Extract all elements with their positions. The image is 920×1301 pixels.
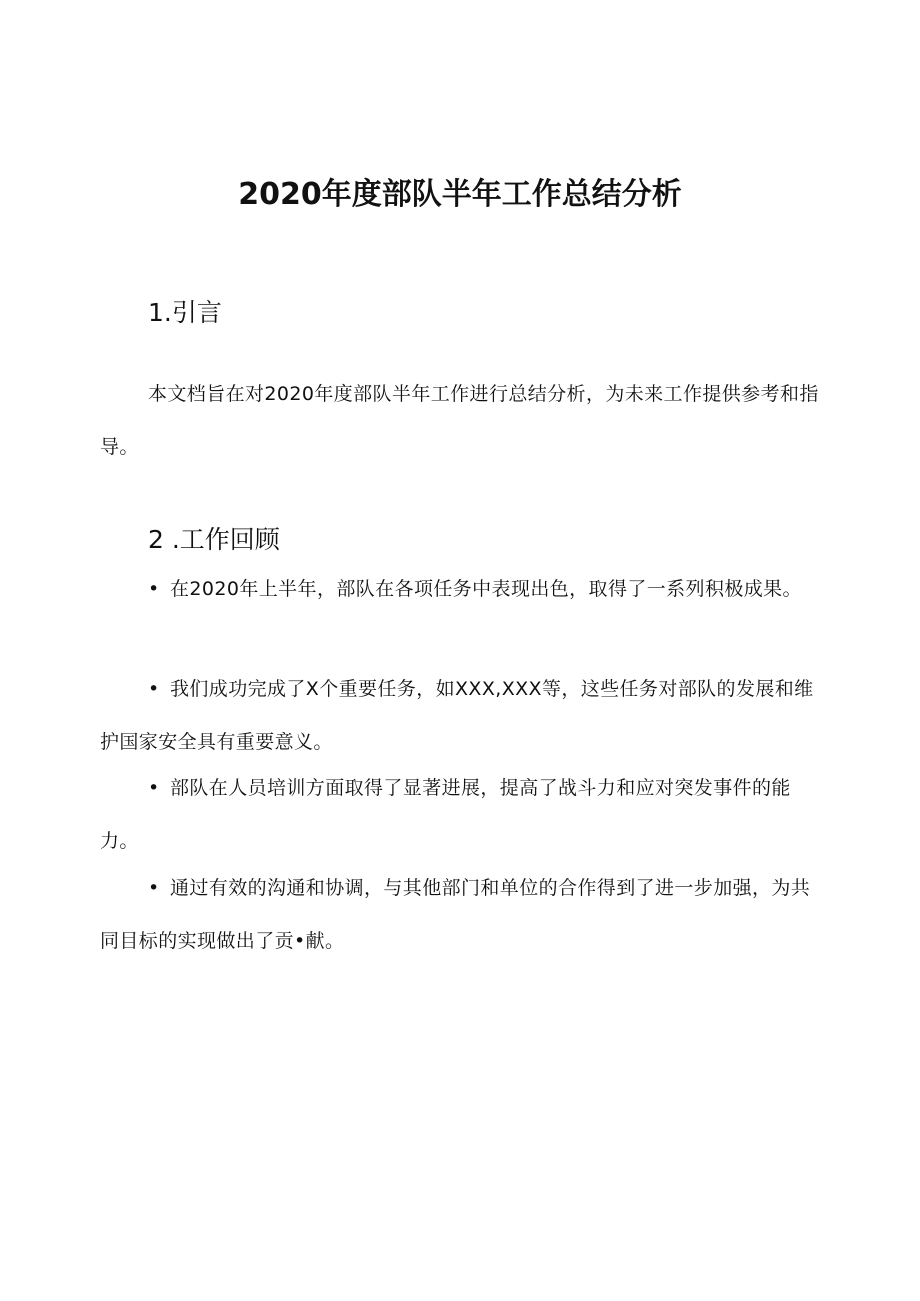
bullet-text: 我们成功完成了X个重要任务，如XXX,XXX等，这些任务对部队的发展和维护国家安全具有重要意义。 <box>100 678 814 753</box>
bullet-icon: • <box>148 578 160 600</box>
bullet-item <box>100 762 820 868</box>
document-title: 2020年度部队半年工作总结分析 <box>238 177 682 212</box>
introduction-paragraph: 本文档旨在对2020年度部队半年工作进行总结分析，为未来工作提供参考和指导。 <box>100 383 819 458</box>
section-heading-work-review: 2 .工作回顾 <box>148 525 280 554</box>
bullet-item <box>100 862 820 968</box>
section-heading-introduction: 1.引言 <box>148 298 222 327</box>
bullet-text: 部队在人员培训方面取得了显著进展，提高了战斗力和应对突发事件的能力。 <box>100 777 791 852</box>
bullet-text: 在2020年上半年，部队在各项任务中表现出色，取得了一系列积极成果。 <box>170 578 802 600</box>
bullet-icon: • <box>148 678 160 700</box>
bullet-item <box>100 663 820 769</box>
bullet-icon: • <box>148 777 160 799</box>
bullet-text: 通过有效的沟通和协调，与其他部门和单位的合作得到了进一步加强，为共同目标的实现做出了贡•献。 <box>100 877 811 952</box>
bullet-icon: • <box>148 877 160 899</box>
bullet-item <box>100 563 820 616</box>
